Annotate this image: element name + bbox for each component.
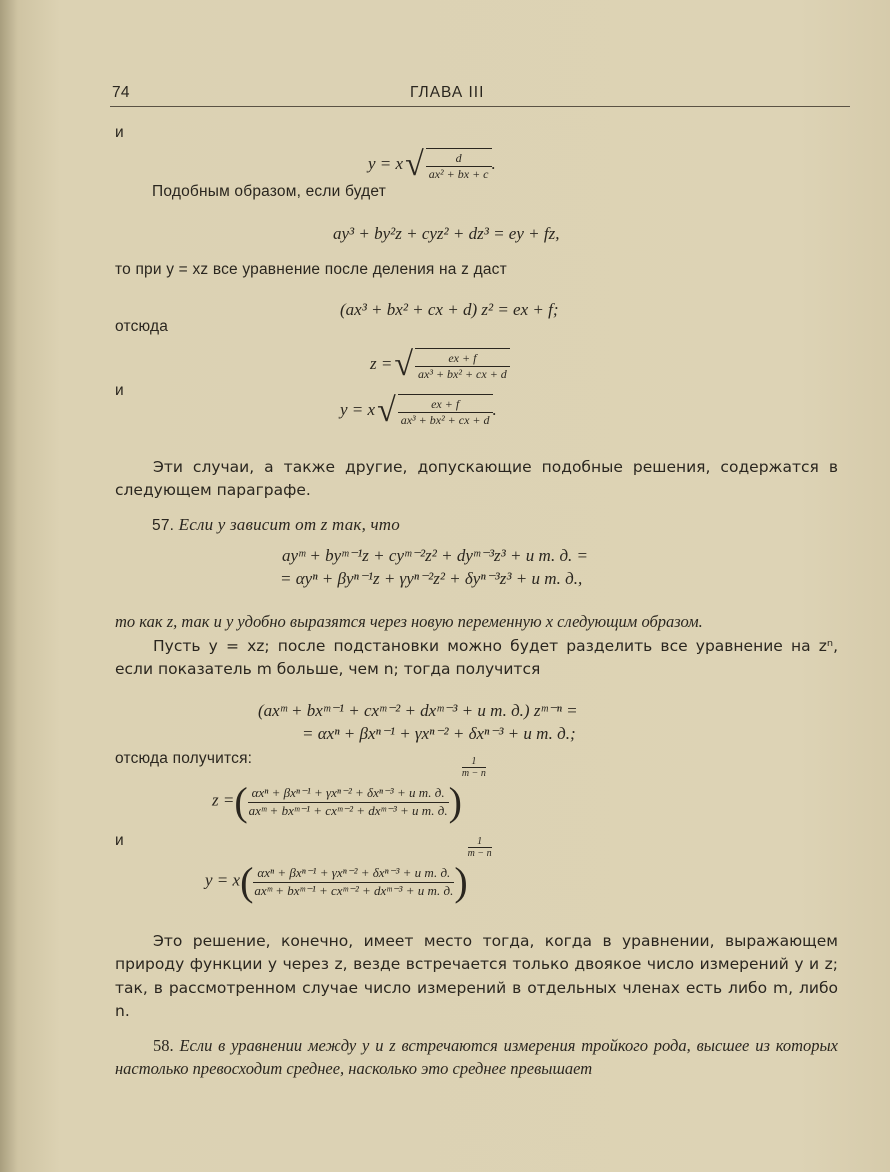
equation-7a: (axᵐ + bxᵐ⁻¹ + cxᵐ⁻² + dxᵐ⁻³ + и т. д.) zᵐ⁻ⁿ = [258,701,578,720]
section-57 [152,515,400,535]
paragraph: то при y = xz все уравнение после деления на z даст [115,261,507,278]
section-number: 58. [153,1036,174,1055]
equation-6b: = αyⁿ + βyⁿ⁻¹z + γyⁿ⁻²z² + δyⁿ⁻³z³ + и т. д., [280,569,583,588]
paragraph: отсюда [115,318,169,335]
section-statement: Если в уравнении между y и z встречаются измерения тройкого рода, высшее из которых настолько превосходит среднее, насколько это среднее превышает [115,1036,839,1079]
equation-1: y = x√ $\frac{d}{\text{ax² + bx + c}}$ . [368,146,496,183]
paragraph: Это решение, конечно, имеет место тогда, когда в уравнении, выражающем природу функции y через z, везде встречается только двоякое число измерений y и z; так, в рассмотренном случае число измерений в отдельных членах есть либо m, либо n. [115,932,838,1020]
paragraph: Подобным образом, если будет [152,183,387,200]
chapter-heading: ГЛАВА III [410,84,485,101]
equation-2: ay³ + by²z + cyz² + dz³ = ey + fz, [333,224,560,243]
equation-8: z =( αxⁿ + βxⁿ⁻¹ + γxⁿ⁻² + δxⁿ⁻³ + и т. д. axᵐ + bxᵐ⁻¹ + cxᵐ⁻² + dxᵐ⁻³ + и т. д. ) $\frac{1}{m - n}$ [212,756,486,824]
section-58 [115,1034,838,1081]
section-number: 57. [152,517,175,534]
equation-7b: = αxⁿ + βxⁿ⁻¹ + γxⁿ⁻² + δxⁿ⁻³ + и т. д.; [302,724,576,743]
page-number: 74 [112,84,130,101]
paragraph: отсюда получится: [115,750,253,767]
section-statement: то как z, так и y удобно выразятся через новую переменную x следующим образом. [115,612,703,631]
conjunction: и [115,832,124,849]
conjunction: и [115,124,124,141]
equation-5: y = x√ $\frac{ex + f}{\text{ax³ + bx² + cx + d}}$ . [340,392,497,429]
equation-6a: ayᵐ + byᵐ⁻¹z + cyᵐ⁻²z² + dyᵐ⁻³z³ + и т. д. = [282,546,589,565]
paragraph: Пусть y = xz; после подстановки можно будет разделить все уравнение на zⁿ, если показатель m больше, чем n; тогда получится [115,637,838,679]
header-rule [110,106,850,107]
equation-4: z =√ $\frac{ex + f}{\text{ax³ + bx² + cx + d}}$ [370,346,510,384]
section-statement: Если y зависит от z так, что [178,515,400,534]
equation-9: y = x( αxⁿ + βxⁿ⁻¹ + γxⁿ⁻² + δxⁿ⁻³ + и т. д. axᵐ + bxᵐ⁻¹ + cxᵐ⁻² + dxᵐ⁻³ + и т. д. ) $\frac{1}{m - n}$ [205,836,492,904]
equation-3: (ax³ + bx² + cx + d) z² = ex + f; [340,300,559,319]
conjunction: и [115,382,124,399]
paragraph: Эти случаи, а также другие, допускающие подобные решения, содержатся в следующем параграфе. [115,458,838,500]
